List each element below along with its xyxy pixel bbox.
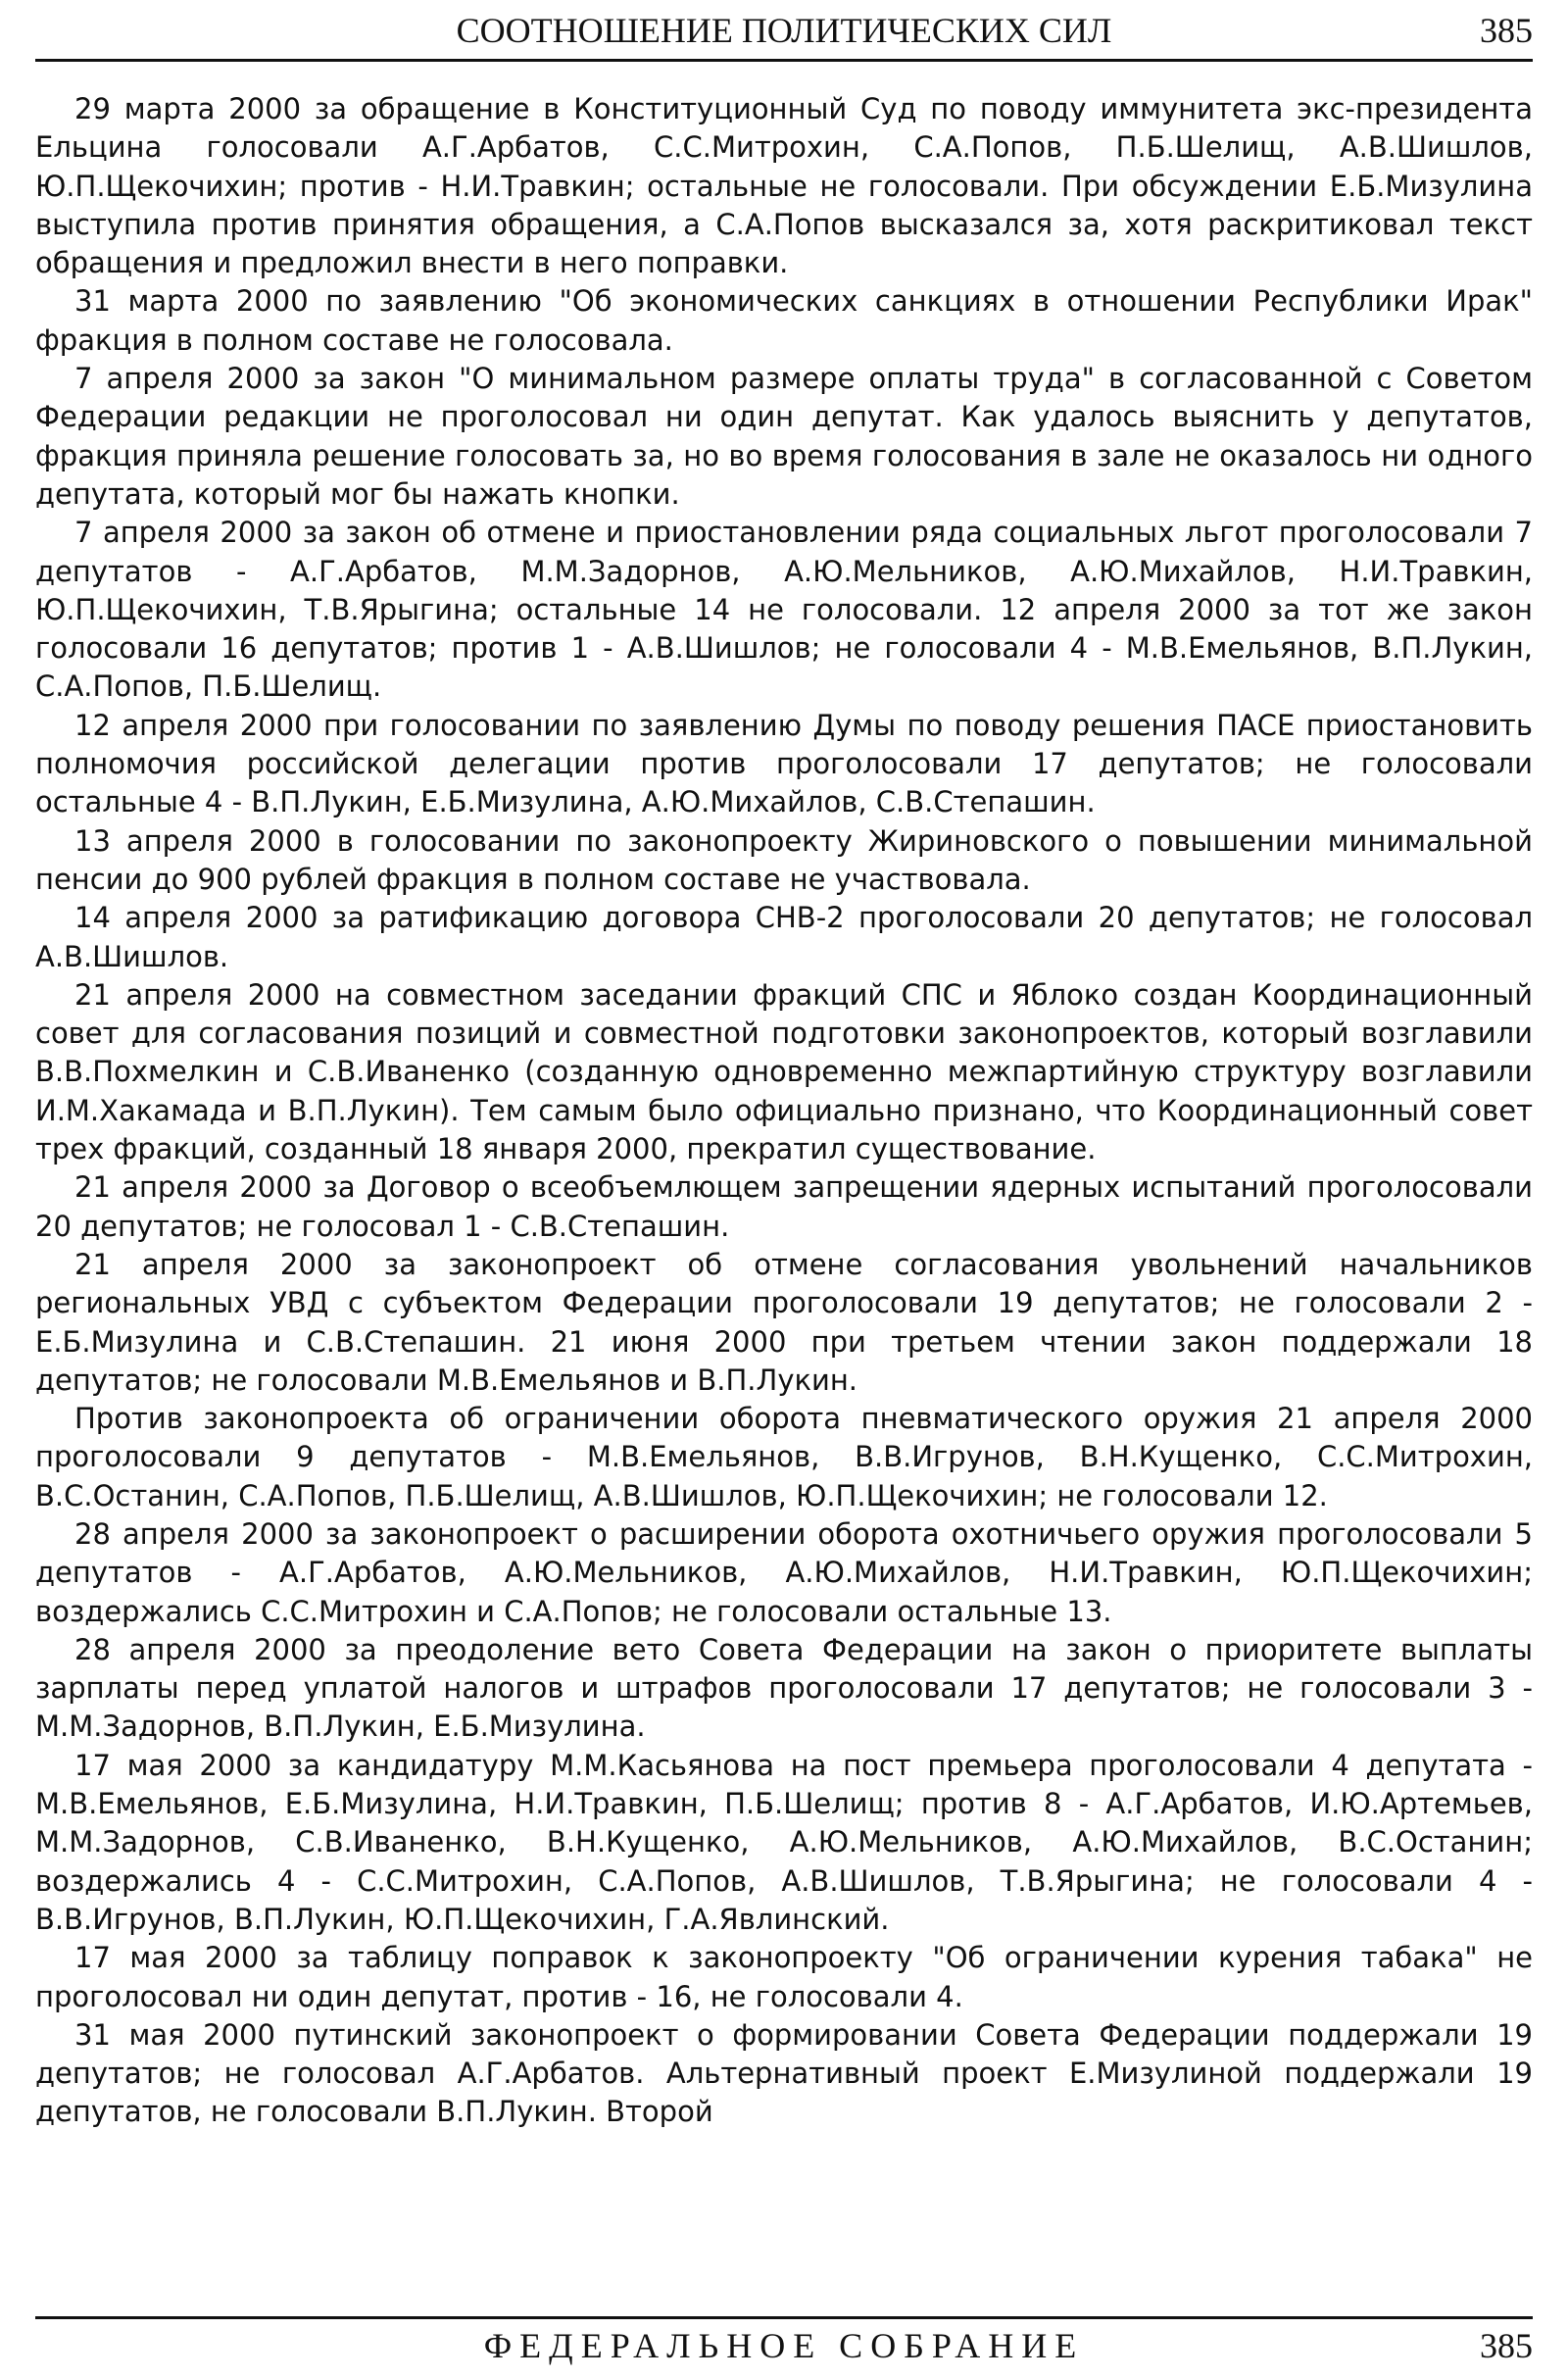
paragraph: 21 апреля 2000 на совместном заседании фракций СПС и Яблоко создан Координационный совет для согласования позиций и совместной подготовки законопроектов, который возглавили В.В.Похмелкин и С.В.Иваненко (созданную одновременно межпартийную структуру возглавили И.М.Хакамада и В.П.Лукин). Тем самым было официально признано, что Координационный совет трех фракций, созданный 18 января 2000, прекратил существование. bbox=[35, 977, 1533, 1166]
paragraph: 28 апреля 2000 за законопроект о расширении оборота охотничьего оружия проголосовали 5 депутатов - А.Г.Арбатов, А.Ю.Мельников, А.Ю.Михайлов, Н.И.Травкин, Ю.П.Щекочихин; воздержались С.С.Митрохин и С.А.Попов; не голосовали остальные 13. bbox=[35, 1516, 1533, 1628]
header-rule bbox=[35, 59, 1533, 62]
running-footer-title: ФЕДЕРАЛЬНОЕ СОБРАНИЕ bbox=[483, 2326, 1085, 2365]
paragraph: 17 мая 2000 за кандидатуру М.М.Касьянова на пост премьера проголосовали 4 депутата - М.В.Емельянов, Е.Б.Мизулина, Н.И.Травкин, П.Б.Шелищ; против 8 - А.Г.Арбатов, И.Ю.Артемьев, М.М.Задорнов, С.В.Иваненко, В.Н.Кущенко, А.Ю.Мельников, А.Ю.Михайлов, В.С.Останин; воздержались 4 - С.С.Митрохин, С.А.Попов, А.В.Шишлов, Т.В.Ярыгина; не голосовали 4 - В.В.Игрунов, В.П.Лукин, Ю.П.Щекочихин, Г.А.Явлинский. bbox=[35, 1748, 1533, 1936]
footer-rule bbox=[35, 2316, 1533, 2319]
running-header-title: СООТНОШЕНИЕ ПОЛИТИЧЕСКИХ СИЛ bbox=[456, 11, 1112, 50]
paragraph: 7 апреля 2000 за закон об отмене и приостановлении ряда социальных льгот проголосовали 7 депутатов - А.Г.Арбатов, М.М.Задорнов, А.Ю.Мельников, А.Ю.Михайлов, Н.И.Травкин, Ю.П.Щекочихин, Т.В.Ярыгина; остальные 14 не голосовали. 12 апреля 2000 за тот же закон голосовали 16 депутатов; против 1 - А.В.Шишлов; не голосовали 4 - М.В.Емельянов, В.П.Лукин, С.А.Попов, П.Б.Шелищ. bbox=[35, 516, 1533, 704]
paragraph: 28 апреля 2000 за преодоление вето Совета Федерации на закон о приоритете выплаты зарплаты перед уплатой налогов и штрафов проголосовали 17 депутатов; не голосовали 3 - М.М.Задорнов, В.П.Лукин, Е.Б.Мизулина. bbox=[35, 1632, 1533, 1744]
paragraph: 21 апреля 2000 за законопроект об отмене согласования увольнений начальников региональных УВД с субъектом Федерации проголосовали 19 депутатов; не голосовали 2 - Е.Б.Мизулина и С.В.Степашин. 21 июня 2000 при третьем чтении закон поддержали 18 депутатов; не голосовали М.В.Емельянов и В.П.Лукин. bbox=[35, 1247, 1533, 1397]
running-header-page-number: 385 bbox=[1480, 11, 1533, 50]
paragraph: 31 марта 2000 по заявлению "Об экономических санкциях в отношении Республики Ирак" фракция в полном составе не голосовала. bbox=[35, 284, 1533, 357]
body-text bbox=[35, 90, 1533, 2132]
paragraph: 14 апреля 2000 за ратификацию договора СНВ-2 проголосовали 20 депутатов; не голосовал А.В.Шишлов. bbox=[35, 901, 1533, 973]
paragraph: 29 марта 2000 за обращение в Конституционный Суд по поводу иммунитета экс-президента Ельцина голосовали А.Г.Арбатов, С.С.Митрохин, С.А.Попов, П.Б.Шелищ, А.В.Шишлов, Ю.П.Щекочихин; против - Н.И.Травкин; остальные не голосовали. При обсуждении Е.Б.Мизулина выступила против принятия обращения, а С.А.Попов высказался за, хотя раскритиковал текст обращения и предложил внести в него поправки. bbox=[35, 92, 1533, 280]
paragraph: 13 апреля 2000 в голосовании по законопроекту Жириновского о повышении минимальной пенсии до 900 рублей фракция в полном составе не участвовала. bbox=[35, 823, 1533, 896]
paragraph: 7 апреля 2000 за закон "О минимальном размере оплаты труда" в согласованной с Советом Федерации редакции не проголосовал ни один депутат. Как удалось выяснить у депутатов, фракция приняла решение голосовать за, но во время голосования в зале не оказалось ни одного депутата, который мог бы нажать кнопки. bbox=[35, 362, 1533, 511]
paragraph: Против законопроекта об ограничении оборота пневматического оружия 21 апреля 2000 проголосовали 9 депутатов - М.В.Емельянов, В.В.Игрунов, В.Н.Кущенко, С.С.Митрохин, В.С.Останин, С.А.Попов, П.Б.Шелищ, А.В.Шишлов, Ю.П.Щекочихин; не голосовали 12. bbox=[35, 1402, 1533, 1512]
paragraph: 21 апреля 2000 за Договор о всеобъемлющем запрещении ядерных испытаний проголосовали 20 депутатов; не голосовал 1 - С.В.Степашин. bbox=[35, 1170, 1533, 1243]
paragraph: 31 мая 2000 путинский законопроект о формировании Совета Федерации поддержали 19 депутатов; не голосовал А.Г.Арбатов. Альтернативный проект Е.Мизулиной поддержали 19 депутатов, не голосовали В.П.Лукин. Второй bbox=[35, 2017, 1533, 2129]
paragraph: 12 апреля 2000 при голосовании по заявлению Думы по поводу решения ПАСЕ приостановить полномочия российской делегации против проголосовали 17 депутатов; не голосовали остальные 4 - В.П.Лукин, Е.Б.Мизулина, А.Ю.Михайлов, С.В.Степашин. bbox=[35, 708, 1533, 819]
running-header bbox=[35, 10, 1533, 55]
running-footer bbox=[35, 2321, 1533, 2370]
paragraph: 17 мая 2000 за таблицу поправок к законопроекту "Об ограничении курения табака" не проголосовал ни один депутат, против - 16, не голосовали 4. bbox=[35, 1941, 1533, 2013]
running-footer-page-number: 385 bbox=[1480, 2326, 1533, 2365]
